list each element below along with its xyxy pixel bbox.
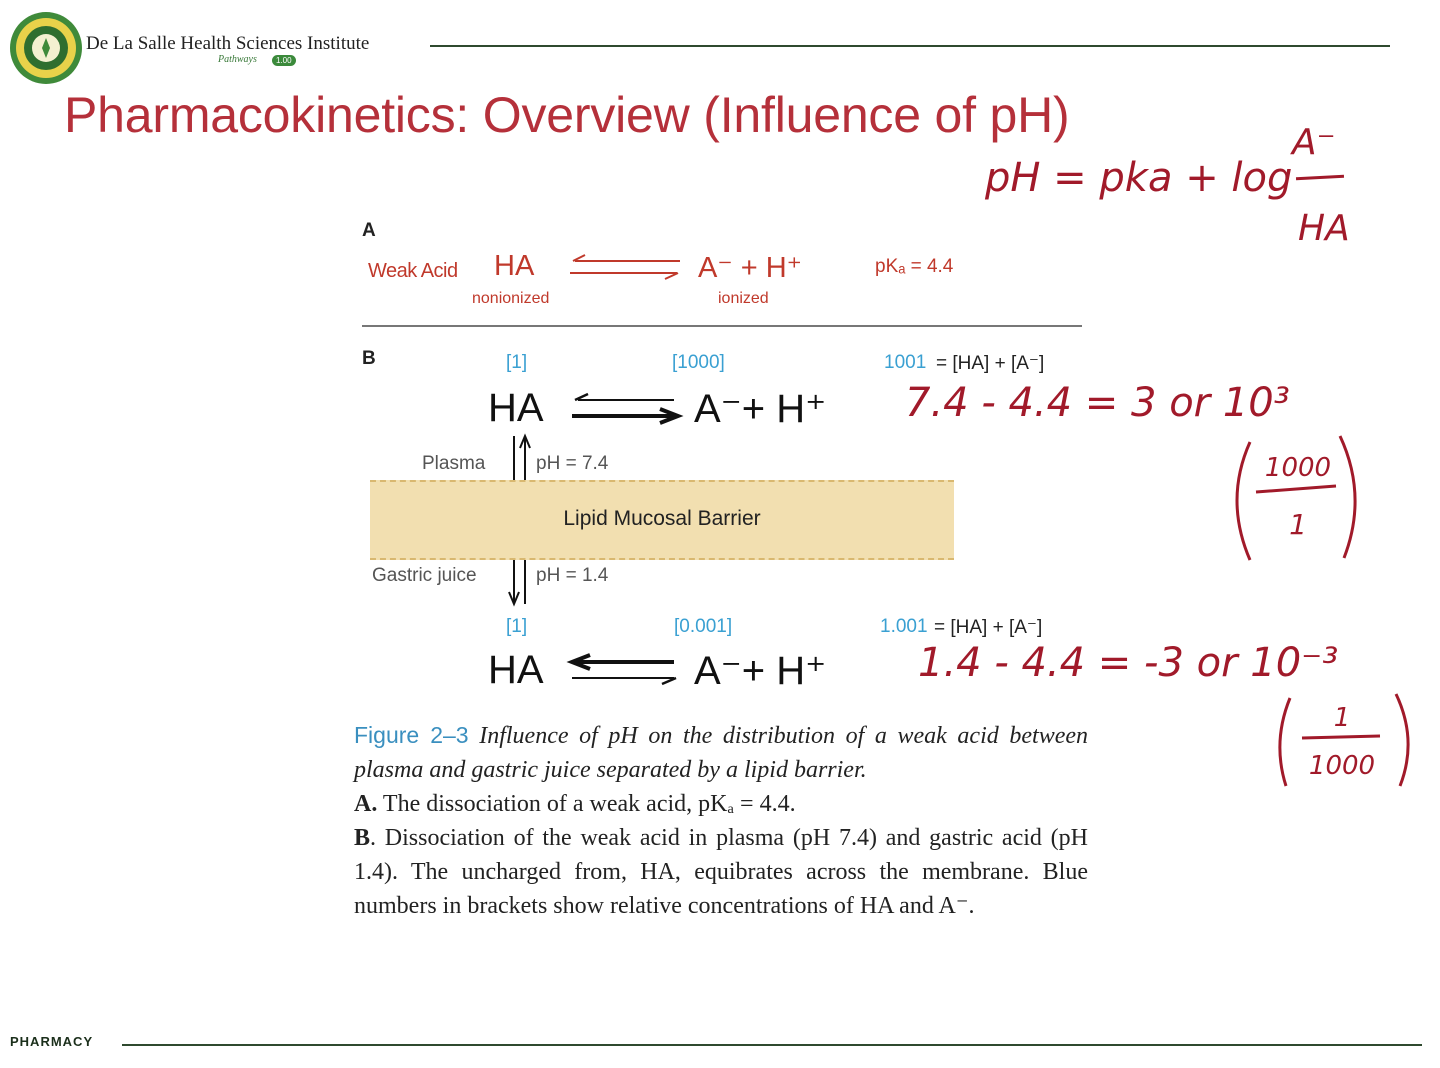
lipid-barrier-label: Lipid Mucosal Barrier <box>563 507 761 530</box>
caption-a-text: The dissociation of a weak acid, pKₐ = 4.4. <box>382 791 796 817</box>
gastric-products: A⁻+ H⁺ <box>694 649 827 693</box>
handwritten-fraction-numerator: A⁻ <box>1292 122 1336 163</box>
caption-b-text: . Dissociation of the weak acid in plasma (pH 7.4) and gastric acid (pH 1.4). The uncharged from, HA, equibrates across the membrane. Blue numbers in brackets show relative concentrations of HA and A⁻. <box>354 825 1088 919</box>
pka-value: pKₐ = 4.4 <box>875 256 954 277</box>
section-divider <box>362 325 1082 327</box>
header-rule <box>430 45 1390 47</box>
plasma-ratio-numerator: 1000 <box>1264 453 1332 483</box>
weak-acid-label: Weak Acid <box>368 260 458 282</box>
figure-a-reactant: HA <box>494 250 535 282</box>
gastric-ph: pH = 1.4 <box>536 565 609 586</box>
gastric-juice-label: Gastric juice <box>372 565 477 586</box>
handwritten-fraction-bar <box>1296 175 1344 181</box>
handwritten-plasma-calculation: 7.4 - 4.4 = 3 or 10³ <box>905 380 1290 426</box>
handwritten-gastric-calculation: 1.4 - 4.4 = -3 or 10⁻³ <box>918 640 1339 686</box>
institution-logo-icon <box>8 10 84 86</box>
plasma-equilibrium-arrows-icon <box>566 390 686 426</box>
gastric-total-expression: = [HA] + [A⁻] <box>934 617 1043 638</box>
plasma-total-value: 1001 <box>884 352 927 373</box>
gastric-total-value: 1.001 <box>880 616 928 637</box>
plasma-ratio-denominator: 1 <box>1289 508 1307 541</box>
slide-title: Pharmacokinetics: Overview (Influence of pH) <box>64 87 1070 143</box>
plasma-ha-concentration: [1] <box>506 352 528 373</box>
gastric-equilibrium-arrows-icon <box>566 652 686 688</box>
gastric-ratio-numerator: 1 <box>1333 703 1351 733</box>
equilibrium-arrows-icon <box>565 252 685 282</box>
handwritten-gastric-ratio <box>1272 690 1422 794</box>
gastric-a-concentration: [0.001] <box>674 616 733 637</box>
institution-tagline: Pathways <box>218 54 257 65</box>
footer-label: PHARMACY <box>10 1034 94 1049</box>
figure-a-label: A <box>362 220 376 241</box>
ionized-label: ionized <box>718 290 769 307</box>
plasma-label: Plasma <box>422 453 486 474</box>
institution-name: De La Salle Health Sciences Institute <box>86 33 370 54</box>
figure-caption <box>354 718 1088 923</box>
handwritten-fraction-denominator: HA <box>1298 208 1350 249</box>
caption-a-label: A. <box>354 791 378 817</box>
handwritten-henderson-equation: pH = pka + log <box>985 155 1293 201</box>
caption-title: Influence of pH on the distribution of a weak acid between plasma and gastric juice separated by a lipid barrier. <box>354 723 1089 783</box>
caption-b-label: B <box>354 825 371 851</box>
footer-rule <box>122 1044 1422 1046</box>
plasma-reactant: HA <box>488 386 544 430</box>
caption-figure-ref: Figure 2–3 <box>354 722 469 748</box>
institution-badge: 1.00 <box>272 55 296 66</box>
plasma-ph: pH = 7.4 <box>536 453 609 474</box>
plasma-total-expression: = [HA] + [A⁻] <box>936 353 1045 374</box>
nonionized-label: nonionized <box>472 290 550 307</box>
plasma-a-concentration: [1000] <box>672 352 725 373</box>
figure-a-products: A⁻ + H⁺ <box>698 252 802 284</box>
gastric-reactant: HA <box>488 648 544 692</box>
handwritten-plasma-ratio <box>1228 430 1368 570</box>
gastric-ha-concentration: [1] <box>506 616 528 637</box>
plasma-products: A⁻+ H⁺ <box>694 387 827 431</box>
gastric-ratio-denominator: 1000 <box>1308 751 1376 781</box>
figure-b-label: B <box>362 348 376 369</box>
